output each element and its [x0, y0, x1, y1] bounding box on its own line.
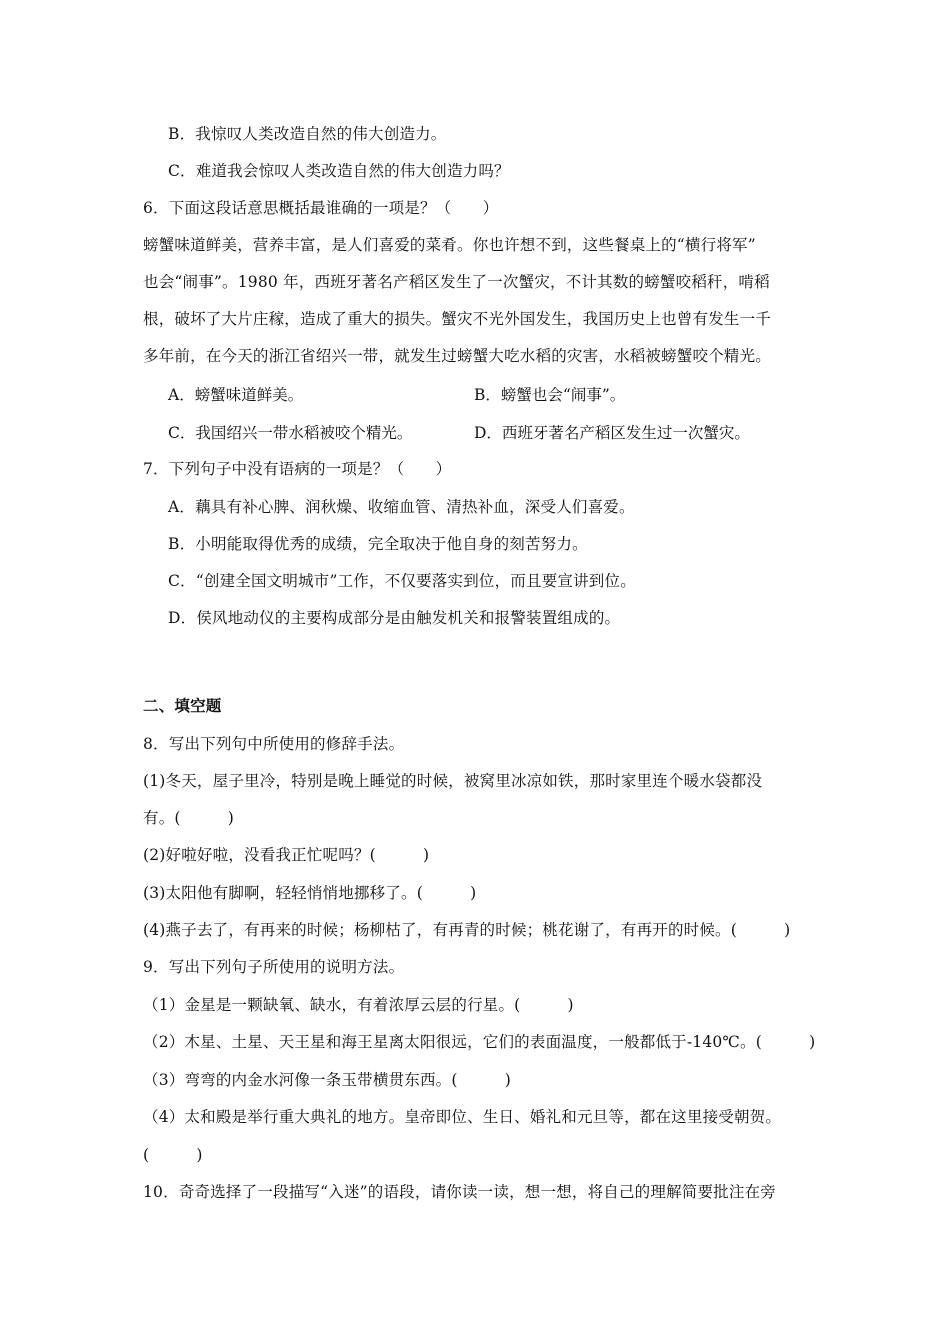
- q8-stem: 8．写出下列句中所使用的修辞手法。: [143, 735, 405, 753]
- q6-passage-line-3: 根，破坏了大片庄稼，造成了重大的损失。蟹灾不光外国发生，我国历史上也曾有发生一千: [143, 310, 772, 328]
- q9-item-2: （2）木星、土星、天王星和海王星离太阳很远，它们的表面温度，一般都低于-140℃。( ): [143, 1033, 816, 1051]
- q9-stem: 9．写出下列句子所使用的说明方法。: [143, 958, 405, 976]
- section-heading-fill-in: 二、填空题: [143, 697, 222, 715]
- q9-item-4-line-1: （4）太和殿是举行重大典礼的地方。皇帝即位、生日、婚礼和元旦等，都在这里接受朝贺。: [143, 1108, 782, 1126]
- q8-item-1-line-2: 有。( ): [143, 809, 234, 827]
- q6-stem: 6．下面这段话意思概括最谁确的一项是？（ ）: [143, 199, 499, 217]
- q9-item-3: （3）弯弯的内金水河像一条玉带横贯东西。( ): [143, 1071, 511, 1089]
- q8-item-2: (2)好啦好啦，没看我正忙呢吗？( ): [143, 846, 430, 864]
- q7-option-d: D．侯风地动仪的主要构成部分是由触发机关和报警装置组成的。: [168, 609, 621, 627]
- q6-option-b: B．螃蟹也会“闹事”。: [474, 386, 626, 404]
- q8-item-1-line-1: (1)冬天，屋子里冷，特别是晚上睡觉的时候，被窝里冰凉如铁，那时家里连个暖水袋都没: [143, 772, 763, 790]
- q6-option-a: A．螃蟹味道鲜美。: [168, 386, 304, 404]
- q9-item-1: （1）金星是一颗缺氧、缺水，有着浓厚云层的行星。( ): [143, 996, 574, 1014]
- q6-option-c: C．我国绍兴一带水稻被咬个精光。: [168, 424, 413, 442]
- q5-option-b: B．我惊叹人类改造自然的伟大创造力。: [168, 125, 447, 143]
- q8-item-4: (4)燕子去了，有再来的时候；杨柳枯了，有再青的时候；桃花谢了，有再开的时候。( ): [143, 921, 791, 939]
- q6-passage-line-4: 多年前，在今天的浙江省绍兴一带，就发生过螃蟹大吃水稻的灾害，水稻被螃蟹咬个精光。: [143, 347, 772, 365]
- q7-option-b: B．小明能取得优秀的成绩，完全取决于他自身的刻苦努力。: [168, 535, 588, 553]
- q7-stem: 7．下列句子中没有语病的一项是？（ ）: [143, 460, 452, 478]
- q6-passage-line-2: 也会“闹事”。1980 年，西班牙著名产稻区发生了一次蟹灾，不计其数的螃蟹咬稻秆，啃稻: [143, 273, 770, 291]
- q6-passage-line-1: 螃蟹味道鲜美，营养丰富，是人们喜爱的菜肴。你也许想不到，这些餐桌上的“横行将军”: [143, 236, 756, 254]
- q6-option-d: D．西班牙著名产稻区发生过一次蟹灾。: [474, 424, 750, 442]
- q10-stem: 10．奇奇选择了一段描写“入迷”的语段，请你读一读，想一想，将自己的理解简要批注在旁: [143, 1183, 776, 1201]
- q8-item-3: (3)太阳他有脚啊，轻轻悄悄地挪移了。( ): [143, 884, 477, 902]
- q5-option-c: C．难道我会惊叹人类改造自然的伟大创造力吗？: [168, 162, 510, 180]
- q7-option-a: A．藕具有补心脾、润秋燥、收缩血管、清热补血，深受人们喜爱。: [168, 498, 635, 516]
- q7-option-c: C．“创建全国文明城市”工作，不仅要落实到位，而且要宣讲到位。: [168, 572, 636, 590]
- q9-item-4-line-2: ( ): [143, 1146, 203, 1164]
